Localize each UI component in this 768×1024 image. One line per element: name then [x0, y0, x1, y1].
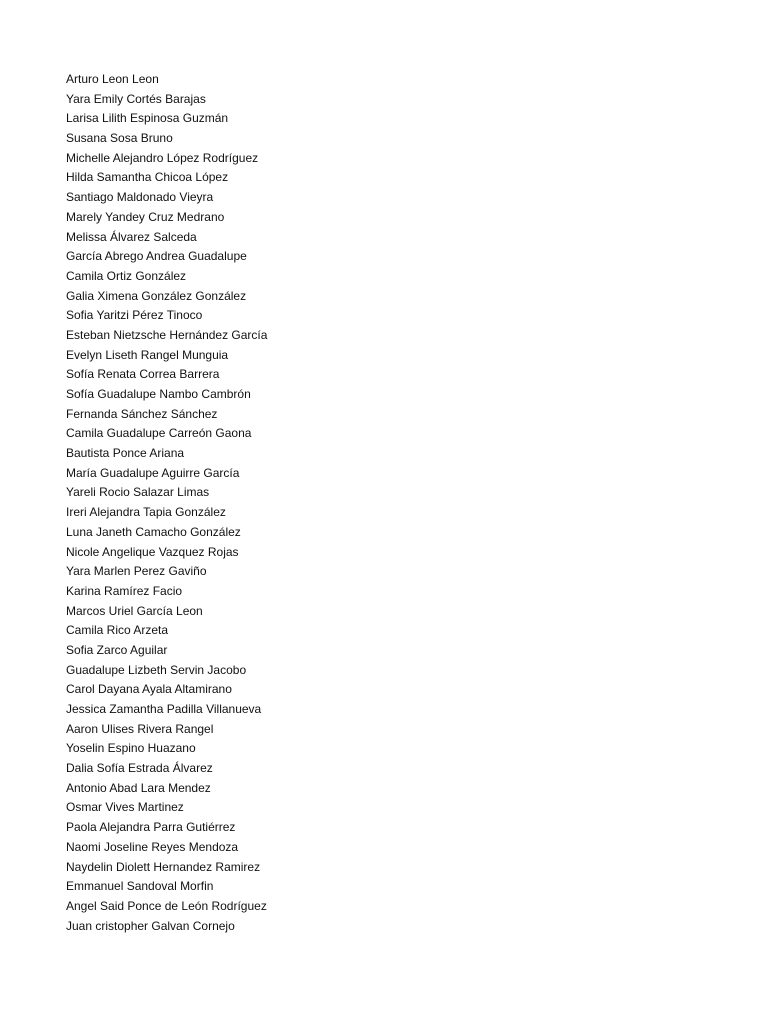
- name-item: Karina Ramírez Facio: [66, 583, 183, 598]
- name-item: Bautista Ponce Ariana: [66, 446, 185, 461]
- name-list: [66, 70, 267, 936]
- name-item: Evelyn Liseth Rangel Munguia: [66, 347, 229, 362]
- name-item: Guadalupe Lizbeth Servin Jacobo: [66, 662, 247, 677]
- name-item: Arturo Leon Leon: [66, 72, 159, 86]
- name-item: Santiago Maldonado Vieyra: [66, 190, 214, 205]
- name-item: Yara Marlen Perez Gaviño: [66, 564, 207, 579]
- name-item: Michelle Alejandro López Rodríguez: [66, 150, 259, 165]
- name-item: Dalia Sofía Estrada Álvarez: [66, 761, 213, 776]
- name-item: Aaron Ulises Rivera Rangel: [66, 721, 214, 736]
- name-item: Luna Janeth Camacho González: [66, 524, 241, 539]
- name-item: Melissa Álvarez Salceda: [66, 229, 197, 244]
- name-item: Sofia Zarco Aguilar: [66, 642, 168, 657]
- name-item: Yareli Rocio Salazar Limas: [66, 485, 210, 500]
- name-item: Fernanda Sánchez Sánchez: [66, 406, 218, 421]
- name-item: Nicole Angelique Vazquez Rojas: [66, 544, 239, 559]
- name-item: Camila Guadalupe Carreón Gaona: [66, 426, 252, 441]
- name-item: Marcos Uriel García Leon: [66, 603, 203, 618]
- name-item: Juan cristopher Galvan Cornejo: [66, 918, 235, 933]
- name-item: Sofia Yaritzi Pérez Tinoco: [66, 308, 203, 323]
- name-item: Carol Dayana Ayala Altamirano: [66, 682, 232, 697]
- name-item: García Abrego Andrea Guadalupe: [66, 249, 247, 264]
- name-item: Sofía Guadalupe Nambo Cambrón: [66, 387, 251, 401]
- name-item: Susana Sosa Bruno: [66, 131, 173, 146]
- name-item: Naomi Joseline Reyes Mendoza: [66, 839, 239, 854]
- name-item: Angel Said Ponce de León Rodríguez: [66, 898, 267, 913]
- name-item: Antonio Abad Lara Mendez: [66, 780, 211, 795]
- name-item: Emmanuel Sandoval Morfin: [66, 879, 214, 894]
- name-item: María Guadalupe Aguirre García: [66, 465, 240, 480]
- name-item: Ireri Alejandra Tapia González: [66, 505, 226, 520]
- name-item: Naydelin Diolett Hernandez Ramirez: [66, 859, 261, 874]
- name-item: Galia Ximena González González: [66, 288, 247, 303]
- name-item: Yoselin Espino Huazano: [66, 741, 196, 756]
- name-item: Osmar Vives Martinez: [66, 800, 184, 815]
- name-item: Camila Rico Arzeta: [66, 623, 169, 638]
- name-item: Yara Emily Cortés Barajas: [66, 91, 206, 106]
- name-item: Marely Yandey Cruz Medrano: [66, 209, 225, 224]
- name-item: Sofía Renata Correa Barrera: [66, 367, 220, 382]
- name-item: Hilda Samantha Chicoa López: [66, 170, 229, 185]
- name-item: Camila Ortiz González: [66, 268, 187, 283]
- name-item: Larisa Lilith Espinosa Guzmán: [66, 111, 229, 126]
- name-item: Paola Alejandra Parra Gutiérrez: [66, 820, 236, 835]
- name-item: Jessica Zamantha Padilla Villanueva: [66, 702, 262, 716]
- name-item: Esteban Nietzsche Hernández García: [66, 327, 268, 342]
